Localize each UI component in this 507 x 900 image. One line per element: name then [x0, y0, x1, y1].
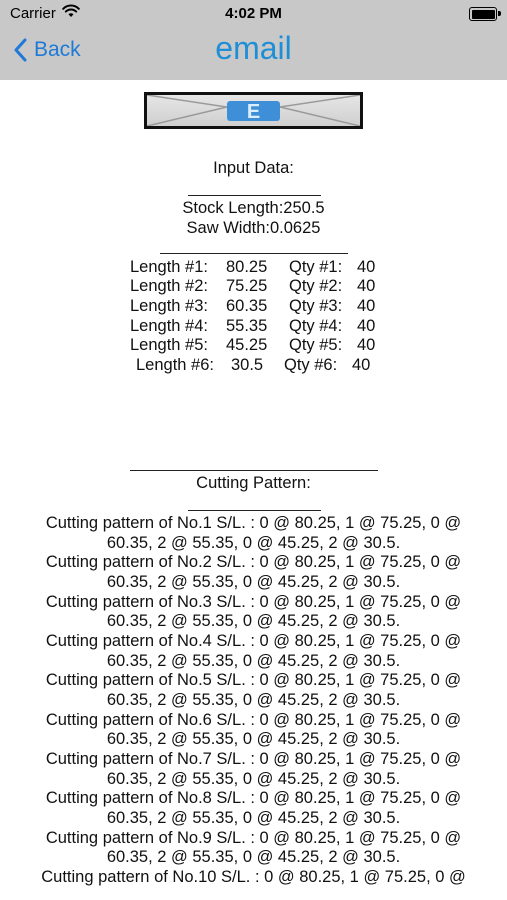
qty-label: Qty #6:	[284, 356, 338, 374]
divider	[160, 253, 348, 254]
cutting-pattern-line: Cutting pattern of No.8 S/L. : 0 @ 80.25, 1 @ 75.25, 0 @	[45, 789, 462, 807]
qty-label: Qty #3:	[289, 297, 343, 315]
status-bar	[0, 0, 507, 28]
battery-icon	[469, 7, 497, 21]
carrier-label: Carrier	[10, 5, 56, 22]
cutting-pattern-line: Cutting pattern of No.4 S/L. : 0 @ 80.25, 1 @ 75.25, 0 @	[45, 632, 462, 650]
length-value: 75.25	[226, 277, 268, 295]
cutting-pattern-line: 60.35, 2 @ 55.35, 0 @ 45.25, 2 @ 30.5.	[106, 770, 401, 788]
cutting-pattern-line: Cutting pattern of No.10 S/L. : 0 @ 80.25, 1 @ 75.25, 0 @	[41, 868, 466, 886]
qty-value: 40	[357, 317, 376, 335]
logo-letter: E	[246, 101, 261, 123]
qty-value: 40	[357, 277, 376, 295]
length-value: 55.35	[226, 317, 268, 335]
cutting-pattern-heading: Cutting Pattern:	[196, 474, 311, 492]
cutting-pattern-line: Cutting pattern of No.6 S/L. : 0 @ 80.25, 1 @ 75.25, 0 @	[45, 711, 462, 729]
qty-value: 40	[357, 258, 376, 276]
saw-width: Saw Width:0.0625	[186, 219, 321, 237]
cutting-pattern-line: 60.35, 2 @ 55.35, 0 @ 45.25, 2 @ 30.5.	[106, 848, 401, 866]
cutting-pattern-line: 60.35, 2 @ 55.35, 0 @ 45.25, 2 @ 30.5.	[106, 573, 401, 591]
cutting-pattern-line: Cutting pattern of No.7 S/L. : 0 @ 80.25, 1 @ 75.25, 0 @	[45, 750, 462, 768]
qty-label: Qty #2:	[289, 277, 343, 295]
cutting-pattern-line: Cutting pattern of No.5 S/L. : 0 @ 80.25, 1 @ 75.25, 0 @	[45, 671, 462, 689]
length-value: 60.35	[226, 297, 268, 315]
cutting-pattern-line: 60.35, 2 @ 55.35, 0 @ 45.25, 2 @ 30.5.	[106, 809, 401, 827]
qty-value: 40	[352, 356, 371, 374]
cutting-pattern-line: Cutting pattern of No.1 S/L. : 0 @ 80.25, 1 @ 75.25, 0 @	[45, 514, 462, 532]
qty-label: Qty #1:	[289, 258, 343, 276]
navigation-bar	[0, 28, 507, 80]
back-label: Back	[34, 38, 81, 61]
cutting-pattern-line: Cutting pattern of No.9 S/L. : 0 @ 80.25, 1 @ 75.25, 0 @	[45, 829, 462, 847]
length-label: Length #5:	[130, 336, 208, 354]
cutting-pattern-line: 60.35, 2 @ 55.35, 0 @ 45.25, 2 @ 30.5.	[106, 612, 401, 630]
cutting-pattern-line: 60.35, 2 @ 55.35, 0 @ 45.25, 2 @ 30.5.	[106, 730, 401, 748]
clock: 4:02 PM	[225, 5, 282, 22]
cutting-pattern-line: 60.35, 2 @ 55.35, 0 @ 45.25, 2 @ 30.5.	[106, 652, 401, 670]
cutting-pattern-line: Cutting pattern of No.3 S/L. : 0 @ 80.25, 1 @ 75.25, 0 @	[45, 593, 462, 611]
cutting-pattern-line: Cutting pattern of No.2 S/L. : 0 @ 80.25, 1 @ 75.25, 0 @	[45, 553, 462, 571]
length-value: 30.5	[231, 356, 264, 374]
page-title: email	[215, 30, 292, 66]
length-label: Length #3:	[130, 297, 208, 315]
email-logo	[144, 92, 363, 129]
length-label: Length #2:	[130, 277, 208, 295]
qty-label: Qty #5:	[289, 336, 343, 354]
qty-value: 40	[357, 297, 376, 315]
length-value: 80.25	[226, 258, 268, 276]
qty-label: Qty #4:	[289, 317, 343, 335]
length-label: Length #6:	[136, 356, 214, 374]
length-label: Length #4:	[130, 317, 208, 335]
input-data-heading: Input Data:	[213, 159, 294, 177]
cutting-pattern-line: 60.35, 2 @ 55.35, 0 @ 45.25, 2 @ 30.5.	[106, 691, 401, 709]
length-value: 45.25	[226, 336, 268, 354]
cutting-pattern-line: 60.35, 2 @ 55.35, 0 @ 45.25, 2 @ 30.5.	[106, 534, 401, 552]
divider	[188, 510, 321, 511]
length-label: Length #1:	[130, 258, 208, 276]
divider	[188, 195, 321, 196]
qty-value: 40	[357, 336, 376, 354]
divider	[130, 470, 378, 471]
stock-length: Stock Length:250.5	[182, 199, 325, 217]
